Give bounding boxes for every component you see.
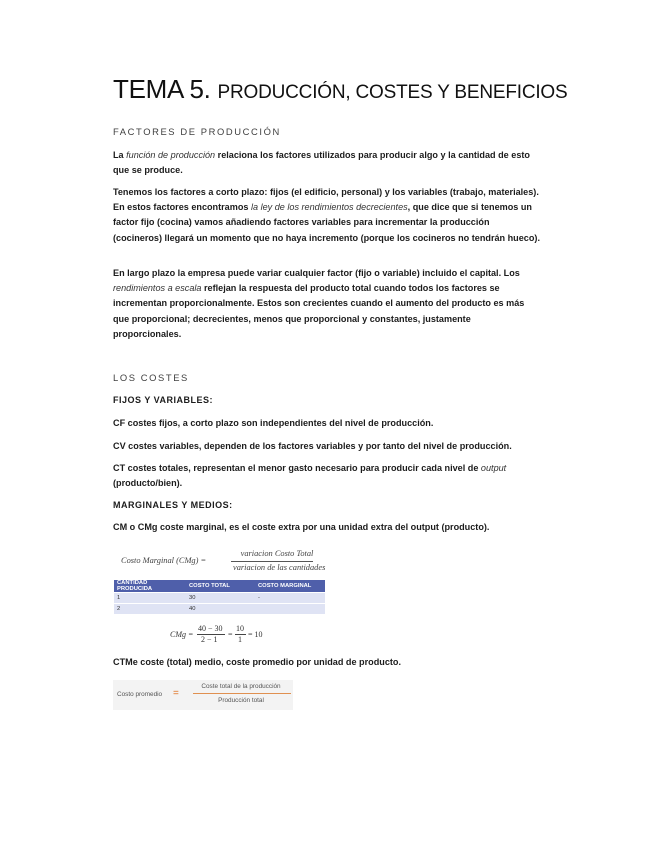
paragraph-largo-plazo: En largo plazo la empresa puede variar cualquier factor (fijo o variable) incluido el capital. Los rendimientos a escala reflejan la respuesta del producto total cuando todos los factores se incrementan proporcionalmente. Estos son crecientes cuando el aumento del producto es más que proporcional; decrecientes, menos que proporcional y constantes, justamente proporcionales.	[113, 268, 525, 339]
table-cell: 2	[114, 604, 186, 615]
fraction-bar	[193, 693, 291, 694]
section-heading-costes: LOS COSTES	[113, 372, 189, 383]
formula-denominator: variacion de las cantidades	[233, 563, 326, 572]
table-header-row	[114, 580, 325, 593]
table-cell: -	[255, 593, 325, 604]
formula-costo-marginal: Costo Marginal (CMg) = variacion Costo Total variacion de las cantidades	[121, 549, 326, 572]
paragraph-funcion-produccion: La función de producción relaciona los factores utilizados para producir algo y la cantidad de esto que se produce.	[113, 150, 530, 176]
page-title	[113, 74, 568, 105]
paragraph-corto-plazo: Tenemos los factores a corto plazo: fijos (el edificio, personal) y los variables (trabajo, materiales). En estos factores encontramos la ley de los rendimientos decrecientes, que dice que si tenemos un factor fijo (cocina) vamos añadiendo factores variables para incrementar la producción (cocineros) llegará un momento que no haya incremento (porque los cocineros no tendrán hueco).	[113, 187, 540, 243]
paragraph-cm: CM o CMg coste marginal, es el coste extra por una unidad extra del output (producto).	[113, 522, 490, 532]
table-cell: 40	[186, 604, 255, 615]
title-main: TEMA 5.	[113, 74, 211, 104]
table-header: CANTIDAD PRODUCIDA	[114, 580, 186, 593]
formula-numerator: Coste total de la producción	[201, 683, 281, 690]
formula-numerator: variacion Costo Total	[240, 549, 314, 558]
fraction-bar	[231, 561, 313, 562]
table-header: COSTO TOTAL	[186, 580, 255, 593]
paragraph-ct: CT costes totales, representan el menor gasto necesario para producir cada nivel de output (producto/bien).	[113, 463, 507, 489]
paragraph-cv: CV costes variables, dependen de los factores variables y por tanto del nivel de producción.	[113, 441, 512, 451]
section-heading-factores: FACTORES DE PRODUCCIÓN	[113, 126, 281, 137]
formula-costo-promedio: Costo promedio = Coste total de la producción Producción total	[113, 680, 293, 710]
table-header: COSTO MARGINAL	[255, 580, 325, 593]
table-cell	[255, 604, 325, 615]
paragraph-ctme: CTMe coste (total) medio, coste promedio por unidad de producto.	[113, 657, 401, 667]
title-sub: PRODUCCIÓN, COSTES Y BENEFICIOS	[217, 82, 568, 103]
table-row	[114, 604, 325, 615]
table-cell: 30	[186, 593, 255, 604]
table-cell: 1	[114, 593, 186, 604]
subheading-marginales-medios: MARGINALES Y MEDIOS:	[113, 500, 233, 510]
subheading-fijos-variables: FIJOS Y VARIABLES:	[113, 395, 214, 405]
formula-denominator: Producción total	[218, 697, 264, 704]
paragraph-cf: CF costes fijos, a corto plazo son independientes del nivel de producción.	[113, 418, 434, 428]
cost-table	[114, 580, 325, 614]
formula-cmg-calculation: CMg = 40 − 30 2 − 1 = 10 1 = 10	[170, 624, 263, 644]
table-row	[114, 593, 325, 604]
